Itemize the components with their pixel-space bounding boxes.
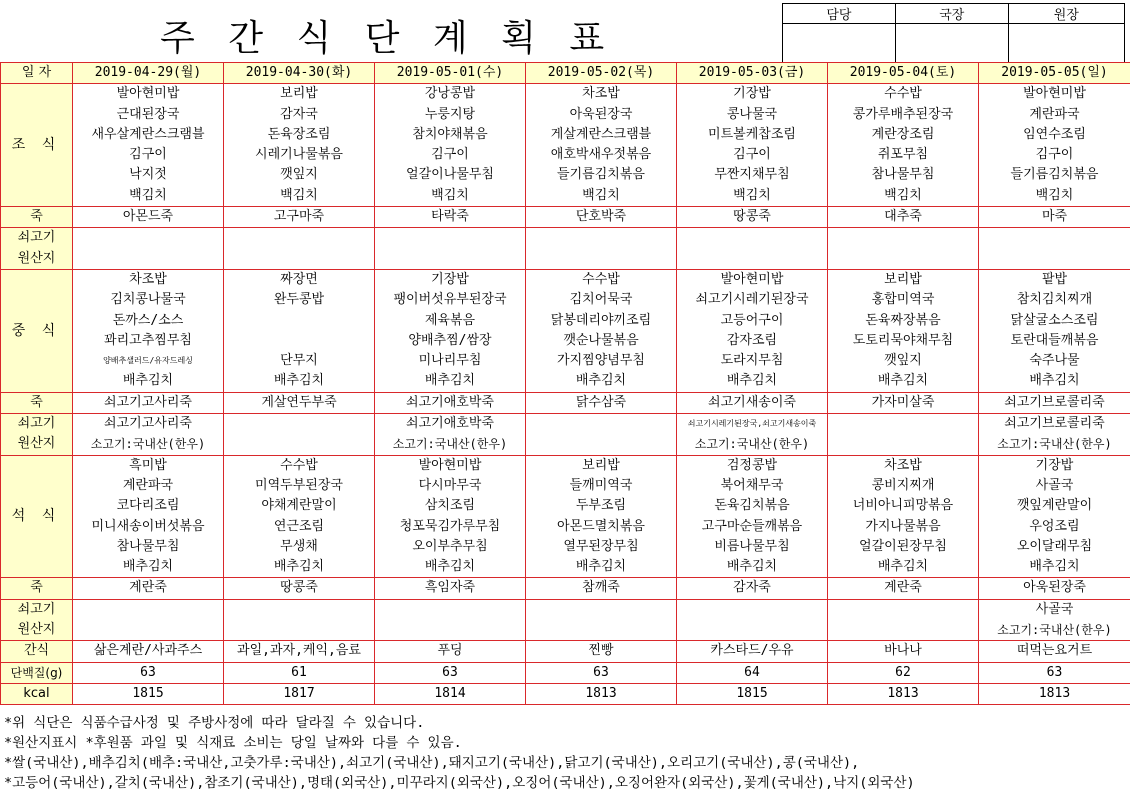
beef-origin-cell: 쇠고기애호박죽 <box>375 414 526 435</box>
breakfast-menu-item: 낙지젓 <box>73 165 224 185</box>
porridge-label: 죽 <box>1 392 73 413</box>
dinner-menu-item: 고구마순들깨볶음 <box>677 517 828 537</box>
table-row <box>1 476 1130 496</box>
table-row <box>1 517 1130 537</box>
porridge-item: 게살연두부죽 <box>224 392 375 413</box>
origin-label: 원산지 <box>1 620 73 641</box>
date-header: 2019-05-05(일) <box>979 63 1130 84</box>
dinner-menu-item: 야채계란말이 <box>224 496 375 516</box>
kcal-value: 1813 <box>526 683 677 704</box>
porridge-item: 가자미살죽 <box>828 392 979 413</box>
beef-origin-label: 쇠고기 <box>1 599 73 620</box>
porridge-label: 죽 <box>1 207 73 228</box>
beef-origin-cell: 소고기:국내산(한우) <box>73 434 224 455</box>
page-title: 주 간 식 단 계 획 표 <box>160 18 616 59</box>
breakfast-menu-item: 근대된장국 <box>73 105 224 125</box>
beef-origin-cell: 소고기:국내산(한우) <box>979 434 1130 455</box>
dinner-menu-item: 참나물무침 <box>73 537 224 557</box>
lunch-menu-item: 깻순나물볶음 <box>526 331 677 351</box>
porridge-item: 타락죽 <box>375 207 526 228</box>
breakfast-menu-item: 김구이 <box>375 145 526 165</box>
table-row <box>1 84 1130 105</box>
breakfast-menu-item: 백김치 <box>979 186 1130 207</box>
approval-header: 담당 <box>783 4 896 24</box>
table-row <box>1 63 1130 84</box>
dinner-menu-item: 북어채무국 <box>677 476 828 496</box>
kcal-value: 1815 <box>73 683 224 704</box>
breakfast-menu-item: 기장밥 <box>677 84 828 105</box>
porridge-item: 고구마죽 <box>224 207 375 228</box>
beef-origin-cell <box>677 599 828 620</box>
table-row <box>1 165 1130 185</box>
lunch-menu-item: 토란대들깨볶음 <box>979 331 1130 351</box>
lunch-menu-item <box>224 311 375 331</box>
dinner-menu-item: 배추김치 <box>526 557 677 578</box>
date-header: 2019-05-02(목) <box>526 63 677 84</box>
lunch-menu-item: 기장밥 <box>375 269 526 290</box>
origin-label: 원산지 <box>1 434 73 455</box>
lunch-menu-item: 배추김치 <box>979 371 1130 392</box>
beef-origin-cell <box>224 249 375 270</box>
lunch-menu-item: 돈까스/소스 <box>73 311 224 331</box>
breakfast-menu-item: 누룽지탕 <box>375 105 526 125</box>
table-row <box>1 125 1130 145</box>
breakfast-menu-item: 백김치 <box>224 186 375 207</box>
beef-origin-cell: 소고기:국내산(한우) <box>979 620 1130 641</box>
breakfast-menu-item: 콩가루배추된장국 <box>828 105 979 125</box>
lunch-menu-item: 단무지 <box>224 351 375 371</box>
dinner-menu-item: 배추김치 <box>828 557 979 578</box>
breakfast-menu-item: 애호박새우젓볶음 <box>526 145 677 165</box>
dinner-menu-item: 기장밥 <box>979 455 1130 476</box>
porridge-item: 땅콩죽 <box>677 207 828 228</box>
lunch-menu-item: 배추김치 <box>73 371 224 392</box>
beef-origin-cell <box>224 620 375 641</box>
porridge-item: 닭수삼죽 <box>526 392 677 413</box>
lunch-menu-item: 김치콩나물국 <box>73 290 224 310</box>
porridge-item: 쇠고기애호박죽 <box>375 392 526 413</box>
breakfast-menu-item: 새우살계란스크램블 <box>73 125 224 145</box>
beef-origin-cell <box>375 228 526 249</box>
dinner-menu-item: 돈육김치볶음 <box>677 496 828 516</box>
breakfast-menu-item: 콩나물국 <box>677 105 828 125</box>
dinner-menu-item: 수수밥 <box>224 455 375 476</box>
beef-origin-cell <box>526 599 677 620</box>
porridge-item: 땅콩죽 <box>224 578 375 599</box>
table-row <box>1 599 1130 620</box>
lunch-menu-item: 홍합미역국 <box>828 290 979 310</box>
dinner-menu-item: 청포묵김가루무침 <box>375 517 526 537</box>
lunch-menu-item: 숙주나물 <box>979 351 1130 371</box>
table-row <box>1 331 1130 351</box>
lunch-menu-item: 고등어구이 <box>677 311 828 331</box>
table-row <box>1 392 1130 413</box>
dinner-menu-item: 배추김치 <box>73 557 224 578</box>
breakfast-menu-item: 무짠지채무침 <box>677 165 828 185</box>
dinner-menu-item: 오이달래무침 <box>979 537 1130 557</box>
breakfast-menu-item: 수수밥 <box>828 84 979 105</box>
lunch-menu-item: 수수밥 <box>526 269 677 290</box>
breakfast-menu-item: 쥐포무침 <box>828 145 979 165</box>
lunch-menu-item: 감자조림 <box>677 331 828 351</box>
lunch-menu-item: 배추김치 <box>828 371 979 392</box>
breakfast-menu-item: 강낭콩밥 <box>375 84 526 105</box>
protein-label: 단백질(g) <box>1 662 73 683</box>
protein-value: 63 <box>73 662 224 683</box>
breakfast-menu-item: 계란장조림 <box>828 125 979 145</box>
lunch-menu-item: 완두콩밥 <box>224 290 375 310</box>
snack-item: 찐빵 <box>526 641 677 662</box>
dinner-menu-item: 배추김치 <box>979 557 1130 578</box>
lunch-menu-item: 제육볶음 <box>375 311 526 331</box>
breakfast-menu-item: 들기름김치볶음 <box>979 165 1130 185</box>
breakfast-menu-item: 발아현미밥 <box>979 84 1130 105</box>
breakfast-menu-item: 돈육장조림 <box>224 125 375 145</box>
porridge-item: 계란죽 <box>828 578 979 599</box>
dinner-menu-item: 얼갈이된장무침 <box>828 537 979 557</box>
dinner-menu-item: 미역두부된장국 <box>224 476 375 496</box>
breakfast-menu-item: 김구이 <box>979 145 1130 165</box>
date-header: 2019-05-01(수) <box>375 63 526 84</box>
beef-origin-cell <box>526 228 677 249</box>
breakfast-menu-item: 얼갈이나물무침 <box>375 165 526 185</box>
dinner-menu-item: 배추김치 <box>375 557 526 578</box>
lunch-menu-item: 양배추찜/쌈장 <box>375 331 526 351</box>
note-line: *원산지표시 *후원품 과일 및 식재료 소비는 당일 날짜와 다를 수 있음. <box>4 735 462 751</box>
breakfast-menu-item: 임연수조림 <box>979 125 1130 145</box>
porridge-item: 단호박죽 <box>526 207 677 228</box>
breakfast-label: 조 식 <box>1 84 73 207</box>
table-row <box>1 351 1130 371</box>
beef-origin-cell <box>526 620 677 641</box>
kcal-value: 1815 <box>677 683 828 704</box>
beef-origin-cell <box>828 228 979 249</box>
dinner-menu-item: 계란파국 <box>73 476 224 496</box>
protein-value: 63 <box>526 662 677 683</box>
breakfast-menu-item: 김구이 <box>73 145 224 165</box>
table-row <box>1 683 1130 704</box>
dinner-menu-item: 우엉조림 <box>979 517 1130 537</box>
date-header: 2019-04-30(화) <box>224 63 375 84</box>
lunch-menu-item: 참치김치찌개 <box>979 290 1130 310</box>
table-row <box>1 371 1130 392</box>
breakfast-menu-item: 게살계란스크램블 <box>526 125 677 145</box>
porridge-item: 흑임자죽 <box>375 578 526 599</box>
dinner-menu-item: 비름나물무침 <box>677 537 828 557</box>
protein-value: 62 <box>828 662 979 683</box>
lunch-menu-item: 배추김치 <box>375 371 526 392</box>
beef-origin-cell <box>526 249 677 270</box>
table-row <box>1 641 1130 662</box>
table-row <box>1 207 1130 228</box>
beef-origin-cell <box>828 414 979 435</box>
breakfast-menu-item: 차조밥 <box>526 84 677 105</box>
porridge-label: 죽 <box>1 578 73 599</box>
snack-item: 바나나 <box>828 641 979 662</box>
kcal-value: 1813 <box>828 683 979 704</box>
kcal-value: 1817 <box>224 683 375 704</box>
porridge-item: 감자죽 <box>677 578 828 599</box>
lunch-menu-item: 양배추샐러드/유자드레싱 <box>73 351 224 371</box>
snack-item: 카스타드/우유 <box>677 641 828 662</box>
dinner-label: 석 식 <box>1 455 73 578</box>
lunch-menu-item: 도토리묵야채무침 <box>828 331 979 351</box>
signature-cell[interactable] <box>783 24 896 63</box>
beef-origin-cell <box>828 249 979 270</box>
dinner-menu-item: 검정콩밥 <box>677 455 828 476</box>
breakfast-menu-item: 아욱된장국 <box>526 105 677 125</box>
breakfast-menu-item: 깻잎지 <box>224 165 375 185</box>
dinner-menu-item: 삼치조림 <box>375 496 526 516</box>
beef-origin-cell: 쇠고기브로콜리죽 <box>979 414 1130 435</box>
table-row <box>1 578 1130 599</box>
signature-cell[interactable] <box>895 24 1008 63</box>
porridge-item: 쇠고기새송이죽 <box>677 392 828 413</box>
table-row <box>1 290 1130 310</box>
lunch-menu-item: 배추김치 <box>224 371 375 392</box>
beef-origin-cell <box>979 249 1130 270</box>
lunch-menu-item: 가지찜양념무침 <box>526 351 677 371</box>
beef-origin-cell <box>224 599 375 620</box>
beef-origin-cell <box>73 249 224 270</box>
breakfast-menu-item: 시레기나물볶음 <box>224 145 375 165</box>
protein-value: 63 <box>375 662 526 683</box>
lunch-menu-item: 김치어묵국 <box>526 290 677 310</box>
dinner-menu-item: 오이부추무침 <box>375 537 526 557</box>
dinner-menu-item: 사골국 <box>979 476 1130 496</box>
lunch-label: 중 식 <box>1 269 73 392</box>
signature-cell[interactable] <box>1008 24 1124 63</box>
table-row <box>1 145 1130 165</box>
table-row <box>1 414 1130 435</box>
beef-origin-cell <box>224 228 375 249</box>
approval-box <box>782 3 1125 63</box>
beef-origin-cell: 사골국 <box>979 599 1130 620</box>
table-row <box>1 496 1130 516</box>
dinner-menu-item: 흑미밥 <box>73 455 224 476</box>
protein-value: 61 <box>224 662 375 683</box>
lunch-menu-item: 꽈리고추찜무침 <box>73 331 224 351</box>
dinner-menu-item: 두부조림 <box>526 496 677 516</box>
table-row <box>1 434 1130 455</box>
weekly-menu-table <box>0 62 1130 705</box>
lunch-menu-item: 차조밥 <box>73 269 224 290</box>
table-row <box>1 311 1130 331</box>
table-row <box>1 455 1130 476</box>
beef-origin-cell <box>375 249 526 270</box>
lunch-menu-item: 짜장면 <box>224 269 375 290</box>
beef-origin-cell <box>677 249 828 270</box>
beef-origin-cell <box>224 414 375 435</box>
approval-header: 원장 <box>1008 4 1124 24</box>
dinner-menu-item: 가지나물볶음 <box>828 517 979 537</box>
lunch-menu-item: 닭봉데리야끼조림 <box>526 311 677 331</box>
beef-origin-cell: 쇠고기시레기된장국,쇠고기새송이죽 <box>677 414 828 435</box>
lunch-menu-item: 발아현미밥 <box>677 269 828 290</box>
lunch-menu-item <box>224 331 375 351</box>
snack-item: 과일,과자,케익,음료 <box>224 641 375 662</box>
dinner-menu-item: 미니새송이버섯볶음 <box>73 517 224 537</box>
beef-origin-cell <box>73 599 224 620</box>
dinner-menu-item: 차조밥 <box>828 455 979 476</box>
dinner-menu-item: 콩비지찌개 <box>828 476 979 496</box>
beef-origin-cell <box>828 434 979 455</box>
beef-origin-label: 쇠고기 <box>1 228 73 249</box>
porridge-item: 아욱된장죽 <box>979 578 1130 599</box>
porridge-item: 마죽 <box>979 207 1130 228</box>
approval-header: 국장 <box>895 4 1008 24</box>
dinner-menu-item: 코다리조림 <box>73 496 224 516</box>
beef-origin-cell: 소고기:국내산(한우) <box>375 434 526 455</box>
porridge-item: 계란죽 <box>73 578 224 599</box>
porridge-item: 쇠고기고사리죽 <box>73 392 224 413</box>
dinner-menu-item: 다시마무국 <box>375 476 526 496</box>
dinner-menu-item: 너비아니피망볶음 <box>828 496 979 516</box>
table-row <box>1 662 1130 683</box>
table-row <box>1 620 1130 641</box>
table-row <box>1 249 1130 270</box>
table-row <box>1 186 1130 207</box>
dinner-menu-item: 깻잎계란말이 <box>979 496 1130 516</box>
snack-item: 삶은계란/사과주스 <box>73 641 224 662</box>
dinner-menu-item: 무생채 <box>224 537 375 557</box>
lunch-menu-item: 배추김치 <box>526 371 677 392</box>
table-row <box>1 557 1130 578</box>
lunch-menu-item: 팽이버섯유부된장국 <box>375 290 526 310</box>
breakfast-menu-item: 참치야채볶음 <box>375 125 526 145</box>
porridge-item: 쇠고기브로콜리죽 <box>979 392 1130 413</box>
protein-value: 63 <box>979 662 1130 683</box>
breakfast-menu-item: 들기름김치볶음 <box>526 165 677 185</box>
note-line: *고등어(국내산),갈치(국내산),참조기(국내산),명태(외국산),미꾸라지(외국산),오징어(국내산),오징어완자(외국산),꽃게(국내산),낙지(외국산) <box>4 775 915 791</box>
table-row <box>1 105 1130 125</box>
breakfast-menu-item: 백김치 <box>73 186 224 207</box>
lunch-menu-item: 깻잎지 <box>828 351 979 371</box>
beef-origin-cell <box>224 434 375 455</box>
snack-label: 간식 <box>1 641 73 662</box>
beef-origin-cell <box>828 620 979 641</box>
lunch-menu-item: 도라지무침 <box>677 351 828 371</box>
lunch-menu-item: 보리밥 <box>828 269 979 290</box>
origin-label: 원산지 <box>1 249 73 270</box>
beef-origin-cell <box>73 620 224 641</box>
snack-item: 떠먹는요거트 <box>979 641 1130 662</box>
kcal-label: kcal <box>1 683 73 704</box>
date-label: 일 자 <box>1 63 73 84</box>
kcal-value: 1814 <box>375 683 526 704</box>
date-header: 2019-04-29(월) <box>73 63 224 84</box>
breakfast-menu-item: 참나물무침 <box>828 165 979 185</box>
breakfast-menu-item: 백김치 <box>375 186 526 207</box>
dinner-menu-item: 열무된장무침 <box>526 537 677 557</box>
breakfast-menu-item: 미트볼케찹조림 <box>677 125 828 145</box>
beef-origin-cell <box>526 434 677 455</box>
lunch-menu-item: 팥밥 <box>979 269 1130 290</box>
protein-value: 64 <box>677 662 828 683</box>
footnotes <box>4 713 915 793</box>
table-row <box>1 228 1130 249</box>
lunch-menu-item: 미나리무침 <box>375 351 526 371</box>
beef-origin-cell <box>375 620 526 641</box>
beef-origin-cell <box>526 414 677 435</box>
breakfast-menu-item: 보리밥 <box>224 84 375 105</box>
beef-origin-cell <box>375 599 526 620</box>
breakfast-menu-item: 백김치 <box>526 186 677 207</box>
lunch-menu-item: 배추김치 <box>677 371 828 392</box>
breakfast-menu-item: 백김치 <box>828 186 979 207</box>
snack-item: 푸딩 <box>375 641 526 662</box>
dinner-menu-item: 아몬드멸치볶음 <box>526 517 677 537</box>
dinner-menu-item: 발아현미밥 <box>375 455 526 476</box>
breakfast-menu-item: 감자국 <box>224 105 375 125</box>
dinner-menu-item: 보리밥 <box>526 455 677 476</box>
table-row <box>1 269 1130 290</box>
breakfast-menu-item: 발아현미밥 <box>73 84 224 105</box>
date-header: 2019-05-03(금) <box>677 63 828 84</box>
breakfast-menu-item: 백김치 <box>677 186 828 207</box>
note-line: *위 식단은 식품수급사정 및 주방사정에 따라 달라질 수 있습니다. <box>4 715 425 731</box>
lunch-menu-item: 닭살굴소스조림 <box>979 311 1130 331</box>
lunch-menu-item: 돈육짜장볶음 <box>828 311 979 331</box>
date-header: 2019-05-04(토) <box>828 63 979 84</box>
beef-origin-cell <box>73 228 224 249</box>
note-line: *쌀(국내산),배추김치(배추:국내산,고춧가루:국내산),쇠고기(국내산),돼지고기(국내산),닭고기(국내산),오리고기(국내산),콩(국내산), <box>4 755 860 771</box>
beef-origin-cell: 소고기:국내산(한우) <box>677 434 828 455</box>
dinner-menu-item: 배추김치 <box>677 557 828 578</box>
beef-origin-cell <box>677 620 828 641</box>
dinner-menu-item: 들깨미역국 <box>526 476 677 496</box>
porridge-item: 대추죽 <box>828 207 979 228</box>
beef-origin-cell <box>979 228 1130 249</box>
porridge-item: 아몬드죽 <box>73 207 224 228</box>
dinner-menu-item: 연근조림 <box>224 517 375 537</box>
lunch-menu-item: 쇠고기시레기된장국 <box>677 290 828 310</box>
table-row <box>1 537 1130 557</box>
breakfast-menu-item: 김구이 <box>677 145 828 165</box>
dinner-menu-item: 배추김치 <box>224 557 375 578</box>
beef-origin-cell <box>677 228 828 249</box>
kcal-value: 1813 <box>979 683 1130 704</box>
porridge-item: 참깨죽 <box>526 578 677 599</box>
beef-origin-cell <box>828 599 979 620</box>
beef-origin-label: 쇠고기 <box>1 414 73 435</box>
beef-origin-cell: 쇠고기고사리죽 <box>73 414 224 435</box>
breakfast-menu-item: 계란파국 <box>979 105 1130 125</box>
